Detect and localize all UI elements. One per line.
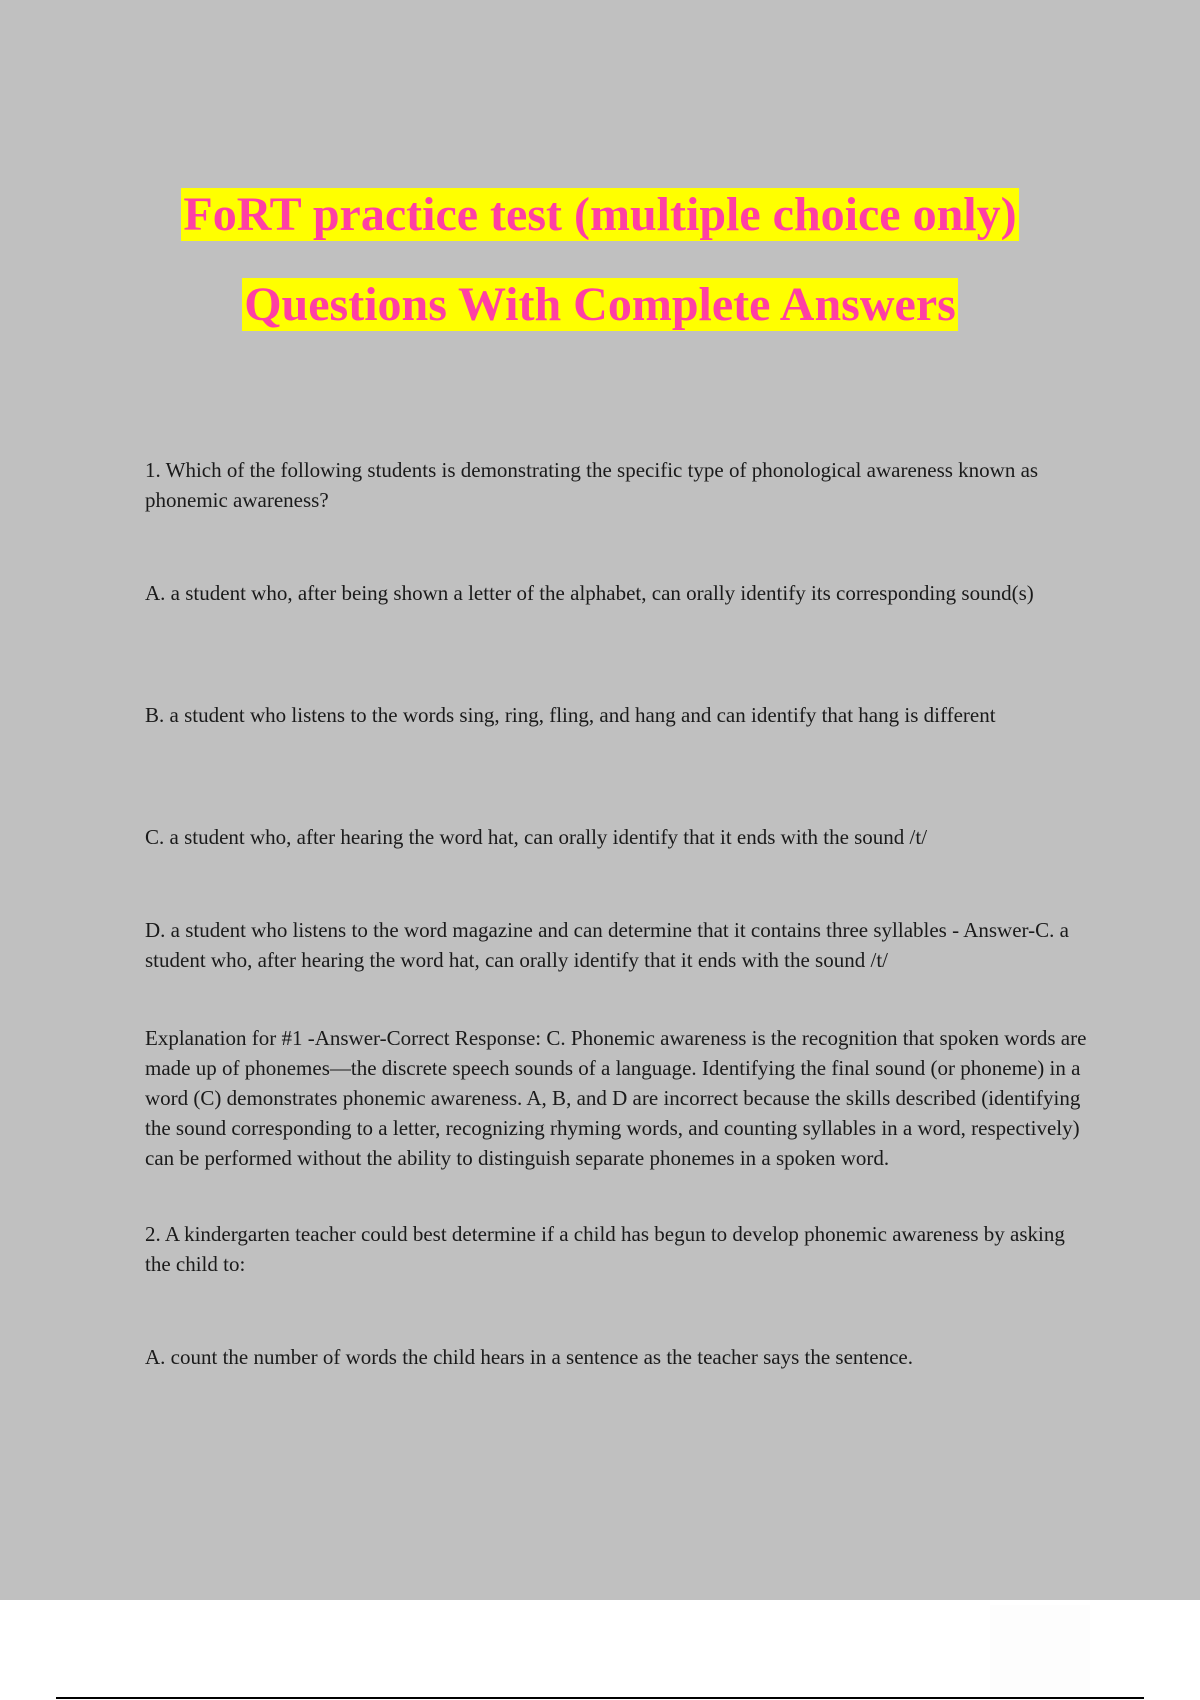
question-1-explanation: Explanation for #1 -Answer-Correct Response: C. Phonemic awareness is the recognition that spoken words are made up of phonemes—the discrete speech sounds of a language. Identifying the final sound (or phoneme) in a word (C) demonstrates phonemic awareness. A, B, and D are incorrect because the skills described (identifying the sound corresponding to a letter, recognizing rhyming words, and counting syllables in a word, respectively) can be performed without the ability to distinguish separate phonemes in a spoken word.: [145, 1026, 1087, 1170]
footer-divider: [56, 1697, 1144, 1699]
question-1-option-a: A. a student who, after being shown a letter of the alphabet, can orally identify its corresponding sound(s): [145, 581, 1034, 605]
title-line-2-text: Questions With Complete Answers: [244, 278, 956, 331]
question-2-option-a: A. count the number of words the child hears in a sentence as the teacher says the sentence.: [145, 1345, 913, 1369]
title-line-1: [0, 170, 1200, 260]
question-2: 2. A kindergarten teacher could best determine if a child has begun to develop phonemic awareness by asking the child to:: [145, 1222, 1065, 1276]
question-1: 1. Which of the following students is demonstrating the specific type of phonological awareness known as phonemic awareness?: [145, 458, 1039, 512]
title-line-2: [0, 260, 1200, 350]
question-1-option-c: C. a student who, after hearing the word hat, can orally identify that it ends with the sound /t/: [145, 825, 928, 849]
document-title: [0, 170, 1200, 350]
footer-blank-area: [990, 1605, 1090, 1695]
question-1-option-b: B. a student who listens to the words sing, ring, fling, and hang and can identify that hang is different: [145, 703, 996, 727]
question-1-option-d-with-answer: D. a student who listens to the word magazine and can determine that it contains three syllables - Answer-C. a student who, after hearing the word hat, can orally identify that it ends with the sound /t/: [145, 918, 1069, 972]
title-line-1-text: FoRT practice test (multiple choice only): [183, 188, 1017, 241]
